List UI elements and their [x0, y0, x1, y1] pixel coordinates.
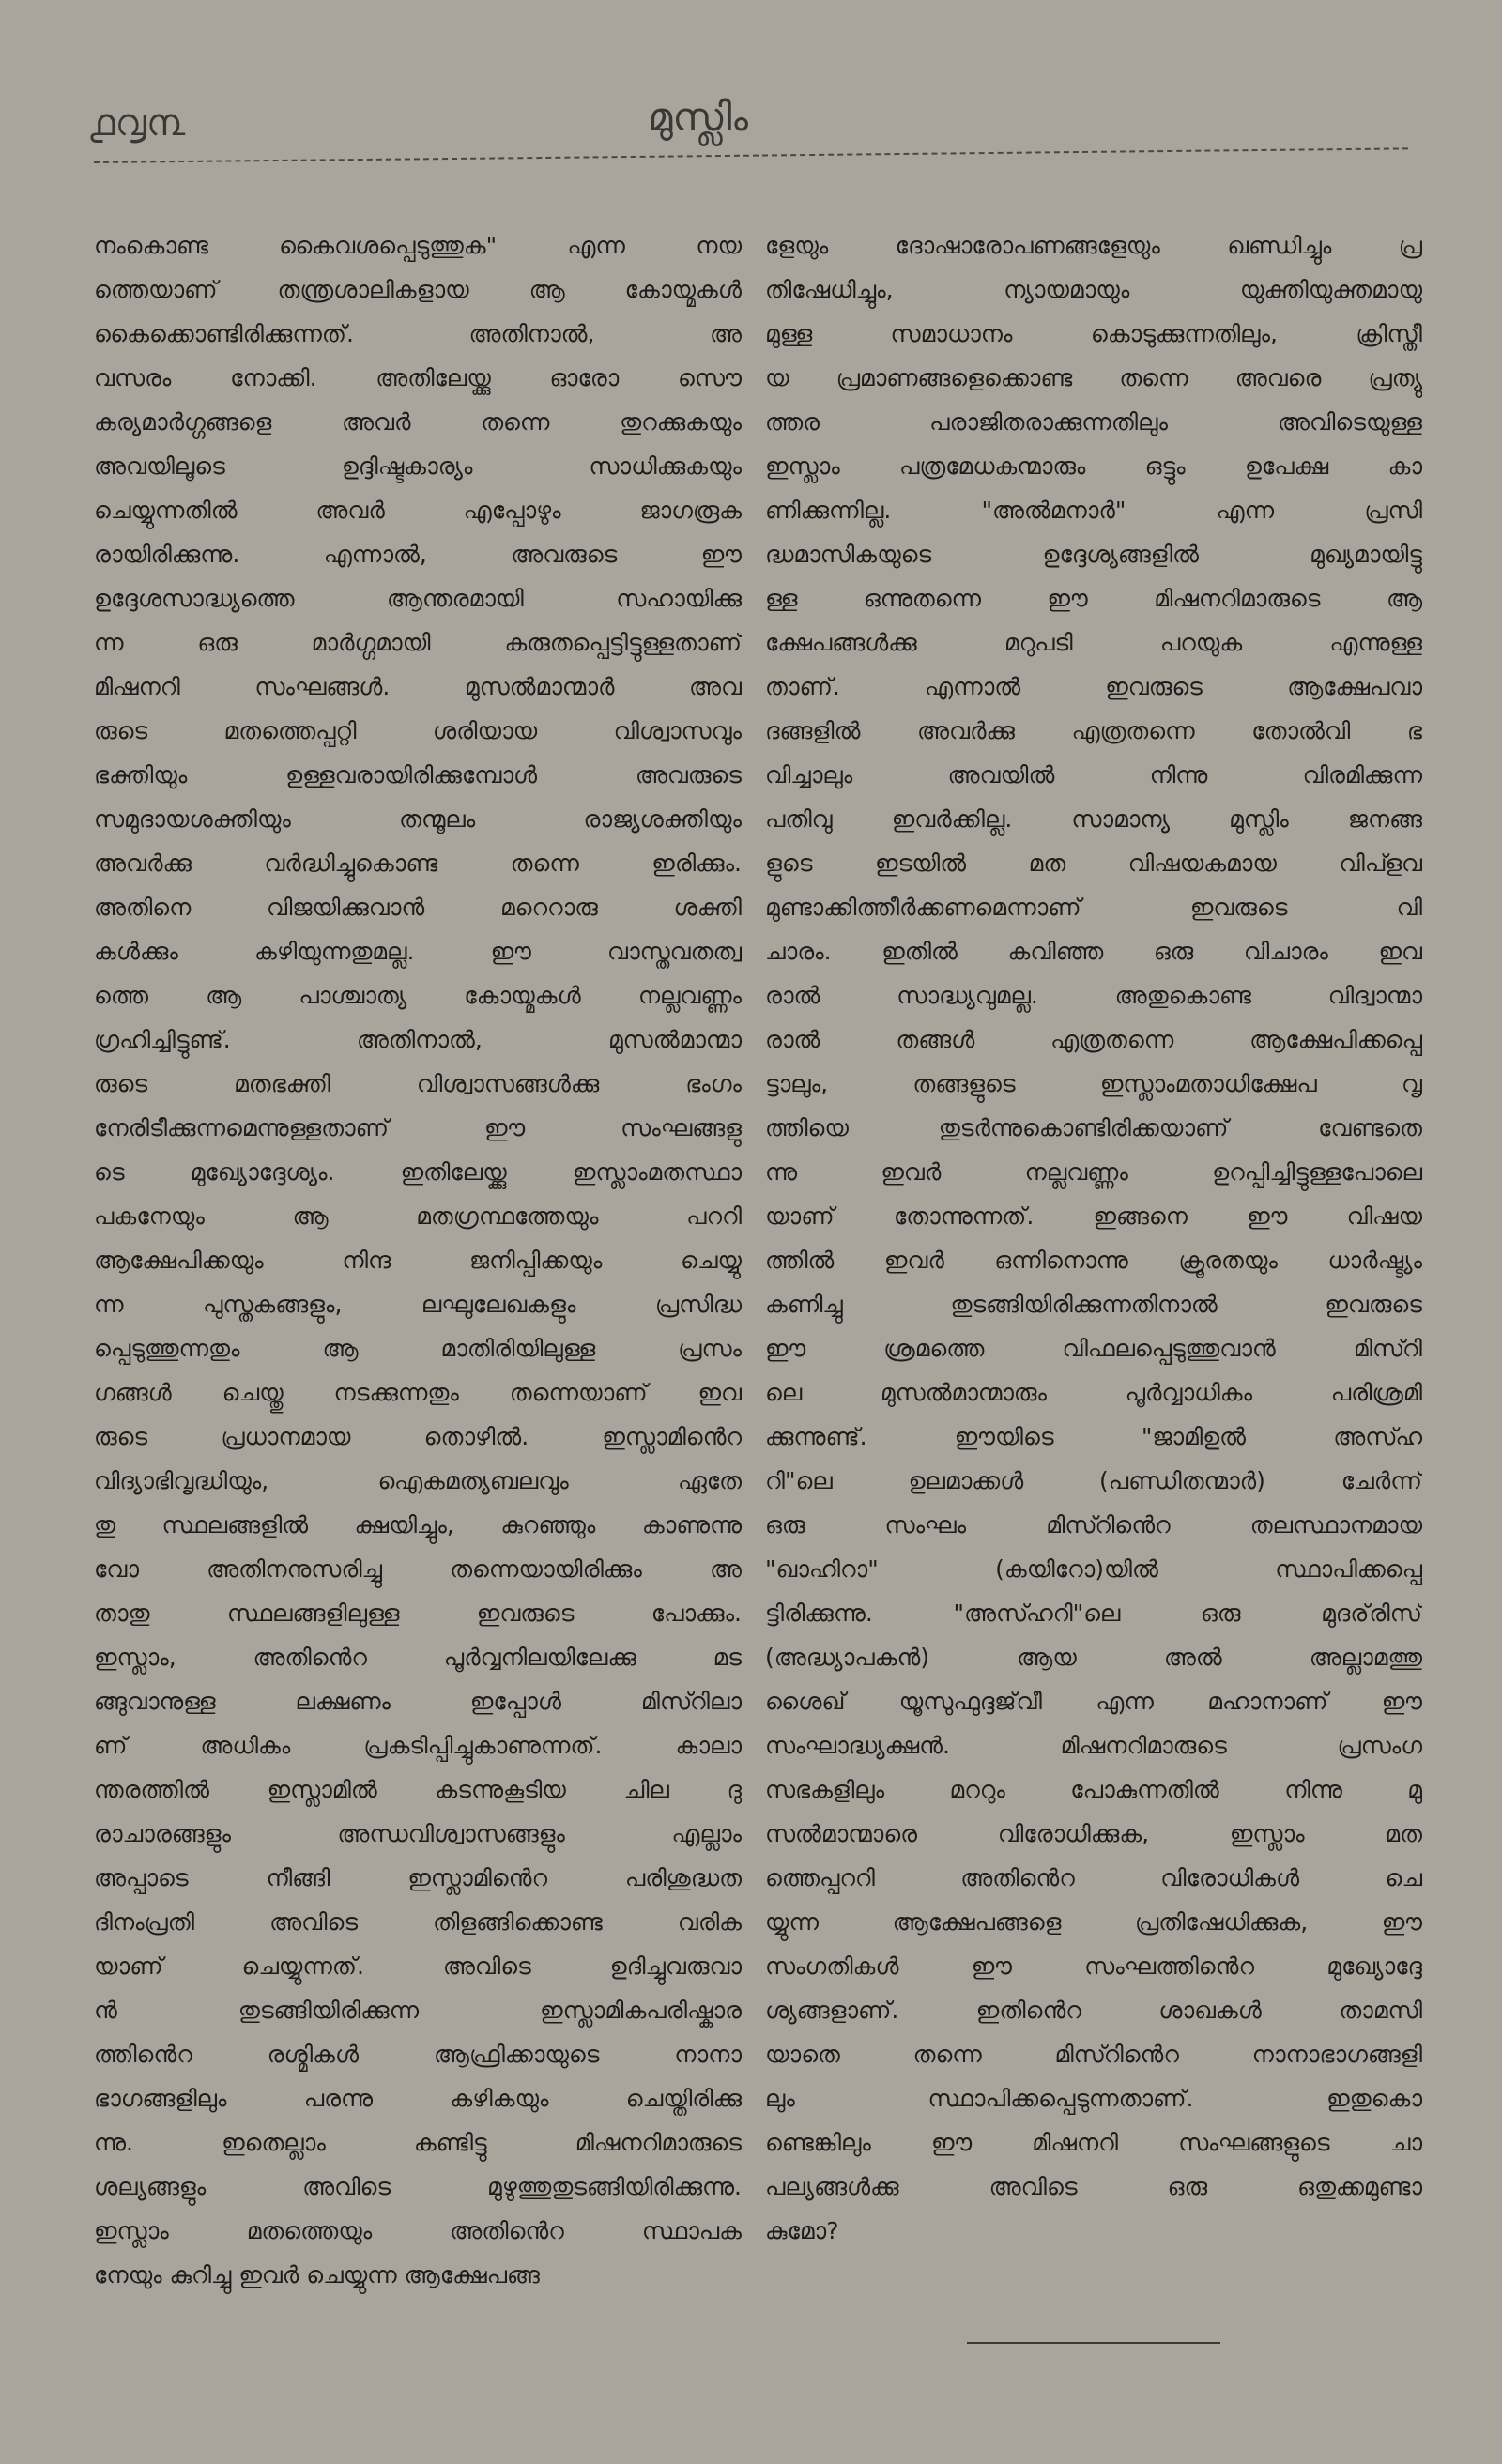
- text-line: മുണ്ടാക്കിത്തീർക്കണമെന്നാണ് ഇവരുടെ വി: [765, 894, 1422, 921]
- left-column: [94, 223, 742, 2297]
- text-line: ത്തെ ആ പാശ്ചാത്യ കോയ്മകൾ നല്ലവണ്ണം: [94, 982, 742, 1009]
- text-line: ട്ടിരിക്കുന്നു. "അസ്ഹറി"ലെ ഒരു മുദര്‌രിസ്: [765, 1599, 1422, 1627]
- text-line: രാൽ സാദ്ധ്യവുമല്ല. അതുകൊണ്ട വിദ്വാന്മാ: [765, 982, 1422, 1009]
- text-line: ശൈഖ് യൂസുഫുദ്ദജ്‌വീ എന്ന മഹാനാണ് ഈ: [765, 1688, 1422, 1715]
- text-line: ന്നു ഇവർ നല്ലവണ്ണം ഉറപ്പിച്ചിട്ടുള്ളപോലെ: [765, 1158, 1422, 1186]
- text-line: റി"ലെ ഉലമാക്കൾ (പണ്ഡിതന്മാർ) ചേർന്ന്: [765, 1467, 1422, 1494]
- text-line: പ്പെടുത്തുന്നതും ആ മാതിരിയിലുള്ള പ്രസം: [94, 1335, 742, 1362]
- text-line: പല്യങ്ങൾക്കു അവിടെ ഒരു ഒതുക്കമുണ്ടാ: [765, 2173, 1422, 2200]
- text-line: ലും സ്ഥാപിക്കപ്പെടുന്നതാണ്. ഇതുകൊ: [765, 2085, 1422, 2112]
- text-line: ഭാഗങ്ങളിലും പരന്നു കഴികയും ചെയ്തിരിക്കു: [94, 2085, 742, 2112]
- text-line: കൈക്കൊണ്ടിരിക്കുന്നത്. അതിനാൽ, അ: [94, 320, 742, 347]
- text-line: താണ്. എന്നാൽ ഇവരുടെ ആക്ഷേപവാ: [765, 673, 1422, 700]
- text-line: ങ്ങുവാനുള്ള ലക്ഷണം ഇപ്പോൾ മിസ്റിലാ: [94, 1688, 742, 1715]
- text-line: രാചാരങ്ങളും അന്ധവിശ്വാസങ്ങളും എല്ലാം: [94, 1820, 742, 1847]
- text-line: തിഷേധിച്ചും, ന്യായമായും യുക്തിയുക്തമായു: [765, 276, 1422, 303]
- text-line: യാണ് തോന്നുന്നത്. ഇങ്ങനെ ഈ വിഷയ: [765, 1202, 1422, 1230]
- text-line: രുടെ മതഭക്തി വിശ്വാസങ്ങൾക്കു ഭംഗം: [94, 1070, 742, 1097]
- text-line: യാതെ തന്നെ മിസ്റിൻെറ നാനാഭാഗങ്ങളി: [765, 2041, 1422, 2068]
- right-column: [765, 223, 1422, 2253]
- text-line: മിഷനറി സംഘങ്ങൾ. മുസൽമാന്മാർ അവ: [94, 673, 742, 700]
- text-line: ഇസ്ലാം മതത്തെയും അതിൻെറ സ്ഥാപക: [94, 2217, 742, 2244]
- text-line: വിദ്യാഭിവൃദ്ധിയും, ഐകമത്യബലവും ഏതേ: [94, 1467, 742, 1494]
- text-line: ന്ന പുസ്തകങ്ങളും, ലഘുലേഖകളും പ്രസിദ്ധ: [94, 1291, 742, 1318]
- text-line: ശ്യങ്ങളാണ്. ഇതിൻെറ ശാഖകൾ താമസി: [765, 1997, 1422, 2024]
- text-line: മുള്ള സമാധാനം കൊടുക്കുന്നതിലും, ക്രിസ്തീ: [765, 320, 1422, 347]
- text-line: ളുടെ ഇടയിൽ മത വിഷയകമായ വിപ്ളവ: [765, 849, 1422, 877]
- end-divider: [967, 2342, 1220, 2344]
- text-line: രുടെ പ്രധാനമായ തൊഴിൽ. ഇസ്ലാമിൻെറ: [94, 1423, 742, 1450]
- text-line: ന്നു. ഇതെല്ലാം കണ്ടിട്ടു മിഷനറിമാരുടെ: [94, 2129, 742, 2156]
- text-line: അതിനെ വിജയിക്കുവാൻ മറെറാരു ശക്തി: [94, 894, 742, 921]
- text-line: കൾക്കും കഴിയുന്നതുമല്ല. ഈ വാസ്തവതത്വ: [94, 938, 742, 965]
- text-line: രായിരിക്കുന്നു. എന്നാൽ, അവരുടെ ഈ: [94, 541, 742, 568]
- text-line: അവയിലൂടെ ഉദ്ദിഷ്ടകാര്യം സാധിക്കുകയും: [94, 452, 742, 480]
- text-line: ആക്ഷേപിക്കയും നിന്ദ ജനിപ്പിക്കയും ചെയ്യു: [94, 1247, 742, 1274]
- text-line: യ്യുന്ന ആക്ഷേപങ്ങളെ പ്രതിഷേധിക്കുക, ഈ: [765, 1908, 1422, 1936]
- text-line: ദിനംപ്രതി അവിടെ തിളങ്ങിക്കൊണ്ട വരിക: [94, 1908, 742, 1936]
- text-line: (അദ്ധ്യാപകൻ) ആയ അൽ അല്ലാമത്തു: [765, 1644, 1422, 1671]
- text-line: ത്തിയെ തുടർന്നുകൊണ്ടിരിക്കയാണ് വേണ്ടതെ: [765, 1114, 1422, 1141]
- text-line: ൻ തുടങ്ങിയിരിക്കുന്ന ഇസ്ലാമികപരിഷ്കാര: [94, 1997, 742, 2024]
- text-line: നേയും കുറിച്ചു ഇവർ ചെയ്യുന്ന ആക്ഷേപങ്ങ: [94, 2261, 540, 2288]
- text-line: ട്ടാലും, തങ്ങളുടെ ഇസ്ലാംമതാധിക്ഷേപ വൃ: [765, 1070, 1422, 1097]
- page-title: മുസ്ലിം: [648, 94, 748, 140]
- text-line: ഇസ്ലാം, അതിൻെറ പൂർവ്വനിലയിലേക്കു മട: [94, 1644, 742, 1671]
- text-line: പകനേയും ആ മതഗ്രന്ഥത്തേയും പററി: [94, 1202, 742, 1230]
- text-line: ഗങ്ങൾ ചെയ്തു നടക്കുന്നതും തന്നെയാണ് ഇവ: [94, 1379, 742, 1406]
- text-line: കര്യമാർഗ്ഗങ്ങളെ അവർ തന്നെ തുറക്കുകയും: [94, 408, 742, 436]
- text-line: ഭക്തിയും ഉള്ളവരായിരിക്കുമ്പോൾ അവരുടെ: [94, 761, 742, 788]
- text-line: യ പ്രമാണങ്ങളെക്കൊണ്ട തന്നെ അവരെ പ്രത്യു: [765, 364, 1422, 391]
- text-line: ണ് അധികം പ്രകടിപ്പിച്ചുകാണുന്നത്. കാലാ: [94, 1732, 742, 1759]
- text-line: നംകൊണ്ട കൈവശപ്പെടുത്തുക" എന്ന നയ: [94, 232, 742, 259]
- text-line: അവർക്കു വർദ്ധിച്ചുകൊണ്ട തന്നെ ഇരിക്കും.: [94, 849, 742, 877]
- text-line: ദങ്ങളിൽ അവർക്കു എത്രതന്നെ തോൽവി ഭ: [765, 717, 1422, 744]
- text-line: സംഗതികൾ ഈ സംഘത്തിൻെറ മുഖ്യോദ്ദേ: [765, 1952, 1422, 1980]
- text-line: ദ്ധമാസികയുടെ ഉദ്ദേശ്യങ്ങളിൽ മുഖ്യമായിട്ടു: [765, 541, 1422, 568]
- text-line: ലെ മുസൽമാന്മാരും പൂർവ്വാധികം പരിശ്രമി: [765, 1379, 1422, 1406]
- text-line: ഗ്രഹിച്ചിട്ടുണ്ട്. അതിനാൽ, മുസൽമാന്മാ: [94, 1026, 742, 1053]
- text-line: സൽമാന്മാരെ വിരോധിക്കുക, ഇസ്ലാം മത: [765, 1820, 1422, 1847]
- text-line: യാണ് ചെയ്യുന്നത്. അവിടെ ഉദിച്ചുവരുവാ: [94, 1952, 742, 1980]
- text-line: "ഖാഹിറാ" (കയിറോ)യിൽ സ്ഥാപിക്കപ്പെ: [765, 1555, 1422, 1583]
- text-line: ക്കുന്നുണ്ട്. ഈയിടെ "ജാമിഉൽ അസ്ഹ: [765, 1423, 1422, 1450]
- text-line: ണിക്കുന്നില്ല. "അൽമനാർ" എന്ന പ്രസി: [765, 497, 1422, 524]
- text-line: ശല്യങ്ങളും അവിടെ മുഴുത്തുതുടങ്ങിയിരിക്കുന്നു.: [94, 2173, 742, 2200]
- text-line: തു സ്ഥലങ്ങളിൽ ക്ഷയിച്ചും, കുറഞ്ഞും കാണുന്നു: [94, 1511, 742, 1538]
- text-line: ണ്ടെങ്കിലും ഈ മിഷനറി സംഘങ്ങളുടെ ചാ: [765, 2129, 1422, 2156]
- text-line: ത്തിൽ ഇവർ ഒന്നിനൊന്നു ക്രൂരതയും ധാർഷ്ട്യം: [765, 1247, 1422, 1274]
- text-line: സമുദായശക്തിയും തന്മൂലം രാജ്യശക്തിയും: [94, 805, 742, 833]
- text-line: ഒരു സംഘം മിസ്റിൻെറ തലസ്ഥാനമായ: [765, 1511, 1422, 1538]
- text-line: ള്ള ഒന്നുതന്നെ ഈ മിഷനറിമാരുടെ ആ: [765, 585, 1422, 612]
- text-line: വോ അതിനനുസരിച്ചു തന്നെയായിരിക്കും അ: [94, 1555, 742, 1583]
- text-line: ക്ഷേപങ്ങൾക്കു മറുപടി പറയുക എന്നുള്ള: [765, 629, 1422, 656]
- text-line: സഭകളിലും മററും പോകുന്നതിൽ നിന്നു മു: [765, 1776, 1422, 1803]
- text-line: ഈ ശ്രമത്തെ വിഫലപ്പെടുത്തുവാൻ മിസ്റി: [765, 1335, 1422, 1362]
- text-line: രുടെ മതത്തെപ്പറ്റി ശരിയായ വിശ്വാസവും: [94, 717, 742, 744]
- page-number: ൧൮൩: [89, 101, 186, 145]
- header-divider: [94, 147, 1408, 163]
- text-line: ചാരം. ഇതിൽ കവിഞ്ഞ ഒരു വിചാരം ഇവ: [765, 938, 1422, 965]
- text-line: പതിവു ഇവർക്കില്ല. സാമാന്യ മുസ്ലിം ജനങ്ങ: [765, 805, 1422, 833]
- text-line: കണിച്ചു തുടങ്ങിയിരിക്കുന്നതിനാൽ ഇവരുടെ: [765, 1291, 1422, 1318]
- text-line: ന്ന ഒരു മാർഗ്ഗമായി കരുതപ്പെട്ടിട്ടുള്ളതാണ്: [94, 629, 742, 656]
- text-line: രാൽ തങ്ങൾ എത്രതന്നെ ആക്ഷേപിക്കപ്പെ: [765, 1026, 1422, 1053]
- text-line: ളേയും ദോഷാരോപണങ്ങളേയും ഖണ്ഡിച്ചും പ്ര: [765, 232, 1422, 259]
- text-line: ചെയ്യുന്നതിൽ അവർ എപ്പോഴും ജാഗരൂക: [94, 497, 742, 524]
- text-line: ത്തിൻെറ രശ്മികൾ ആഫ്രിക്കായുടെ നാനാ: [94, 2041, 742, 2068]
- text-line: വിച്ചാലും അവയിൽ നിന്നു വിരമിക്കുന്ന: [765, 761, 1422, 788]
- text-line: ത്തെപ്പററി അതിൻെറ വിരോധികൾ ചെ: [765, 1864, 1422, 1891]
- text-line: അപ്പാടെ നീങ്ങി ഇസ്ലാമിൻെറ പരിശുദ്ധത: [94, 1864, 742, 1891]
- text-line: താതു സ്ഥലങ്ങളിലുള്ള ഇവരുടെ പോക്കും.: [94, 1599, 742, 1627]
- text-line: നേരിടീക്കുന്നമെന്നുള്ളതാണ് ഈ സംഘങ്ങളു: [94, 1114, 742, 1141]
- text-line: ഇസ്ലാം പത്രമേധകന്മാരും ഒട്ടും ഉപേക്ഷ കാ: [765, 452, 1422, 480]
- text-line: ത്തെയാണ് തന്ത്രശാലികളായ ആ കോയ്മകൾ: [94, 276, 742, 303]
- text-line: ടെ മുഖ്യോദ്ദേശ്യം. ഇതിലേയ്ക്കു ഇസ്ലാംമതസ്ഥാ: [94, 1158, 742, 1186]
- text-line: സംഘാദ്ധ്യക്ഷൻ. മിഷനറിമാരുടെ പ്രസംഗ: [765, 1732, 1422, 1759]
- text-line: ന്തരത്തിൽ ഇസ്ലാമിൽ കടന്നുകൂടിയ ചില ദു: [94, 1776, 742, 1803]
- text-line: ത്തര പരാജിതരാക്കുന്നതിലും അവിടെയുള്ള: [765, 408, 1422, 436]
- text-line: ഉദ്ദേശസാദ്ധ്യത്തെ ആന്തരമായി സഹായിക്കു: [94, 585, 742, 612]
- text-line: വസരം നോക്കി. അതിലേയ്ക്കു ഓരോ സൌ: [94, 364, 742, 391]
- text-line: കുമോ?: [765, 2217, 839, 2244]
